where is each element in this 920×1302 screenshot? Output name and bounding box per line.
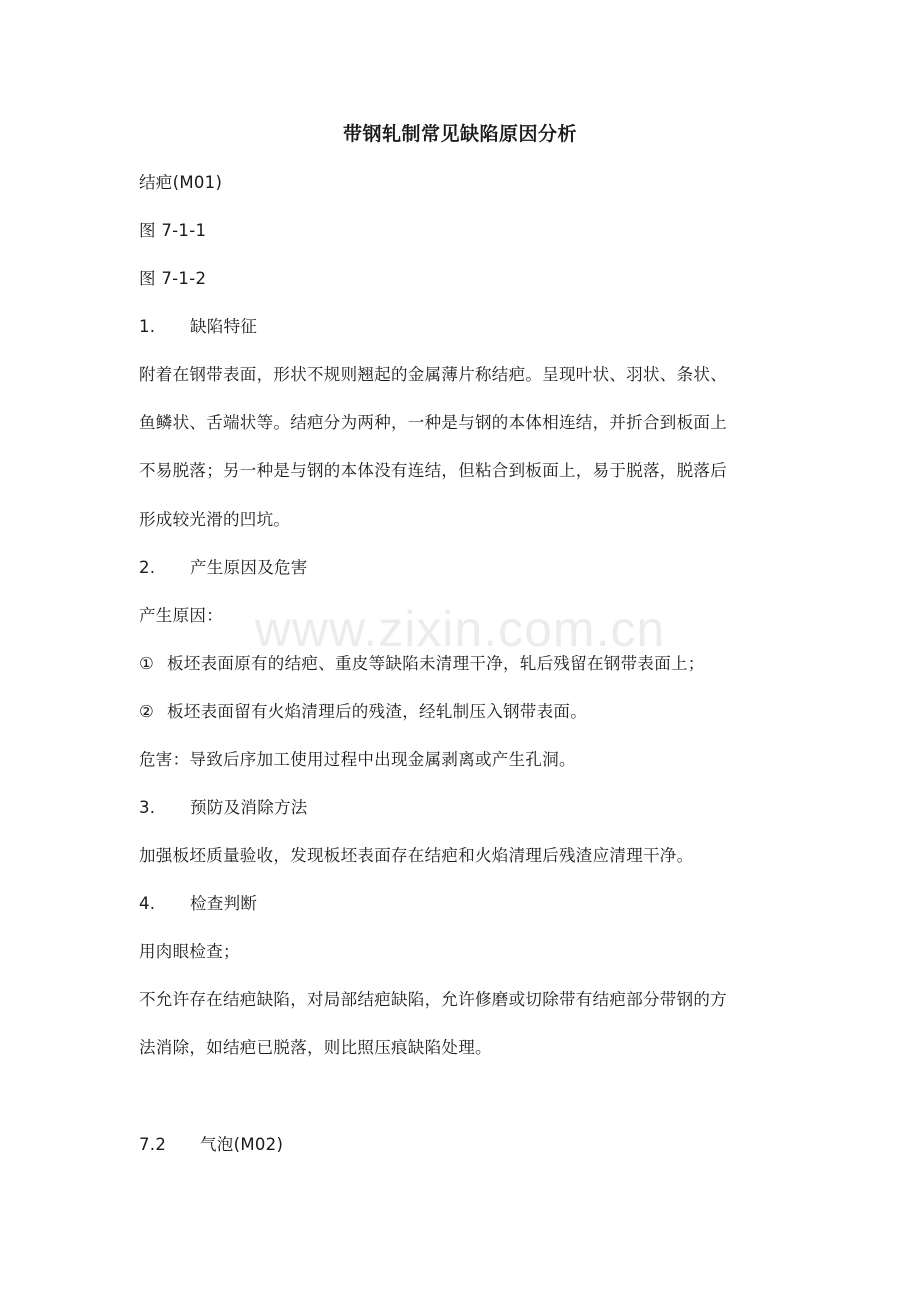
figure-caption-7-1-1: 图 7-1-1 xyxy=(139,221,207,240)
list-marker: ② xyxy=(139,702,155,721)
heading-number: 3. xyxy=(139,798,156,817)
paragraph-line: 鱼鳞状、舌端状等。结疤分为两种，一种是与钢的本体相连结，并折合到板面上 xyxy=(139,413,727,432)
cause-label: 产生原因： xyxy=(139,606,223,625)
cause-text: 板坯表面原有的结疤、重皮等缺陷未清理干净，轧后残留在钢带表面上； xyxy=(167,654,705,673)
heading-causes-hazards xyxy=(139,556,789,580)
heading-text: 预防及消除方法 xyxy=(190,798,308,817)
cause-text: 板坯表面留有火焰清理后的残渣，经轧制压入钢带表面。 xyxy=(167,702,587,721)
paragraph-line: 附着在钢带表面，形状不规则翘起的金属薄片称结疤。呈现叶状、羽状、条状、 xyxy=(139,365,727,384)
heading-prevention xyxy=(139,796,789,820)
heading-inspection xyxy=(139,892,789,916)
hazard-text: 危害：导致后序加工使用过程中出现金属剥离或产生孔洞。 xyxy=(139,750,576,769)
figure-caption-7-1-2: 图 7-1-2 xyxy=(139,269,207,288)
section-title: 气泡(M02) xyxy=(200,1135,284,1154)
heading-text: 产生原因及危害 xyxy=(190,558,308,577)
cause-item-2 xyxy=(139,700,789,724)
heading-defect-features xyxy=(139,315,789,339)
paragraph-line: 不易脱落；另一种是与钢的本体没有连结，但粘合到板面上，易于脱落，脱落后 xyxy=(139,461,727,480)
heading-text: 检查判断 xyxy=(190,894,258,913)
paragraph-line: 法消除，如结疤已脱落，则比照压痕缺陷处理。 xyxy=(139,1038,492,1057)
list-marker: ① xyxy=(139,654,155,673)
section-heading-7-2 xyxy=(139,1133,789,1157)
paragraph-line: 不允许存在结疤缺陷，对局部结疤缺陷，允许修磨或切除带有结疤部分带钢的方 xyxy=(139,990,727,1009)
paragraph-line: 用肉眼检查； xyxy=(139,942,240,961)
heading-number: 1. xyxy=(139,317,156,336)
heading-number: 2. xyxy=(139,558,156,577)
watermark: www.zixin.com.cn xyxy=(254,601,666,657)
heading-number: 4. xyxy=(139,894,156,913)
document-title: 带钢轧制常见缺陷原因分析 xyxy=(342,123,577,145)
paragraph-line: 形成较光滑的凹坑。 xyxy=(139,510,291,529)
section-number: 7.2 xyxy=(139,1135,167,1154)
section-heading-m01: 结疤(M01) xyxy=(139,173,223,192)
heading-text: 缺陷特征 xyxy=(190,317,258,336)
paragraph-line: 加强板坯质量验收，发现板坯表面存在结疤和火焰清理后残渣应清理干净。 xyxy=(139,846,694,865)
